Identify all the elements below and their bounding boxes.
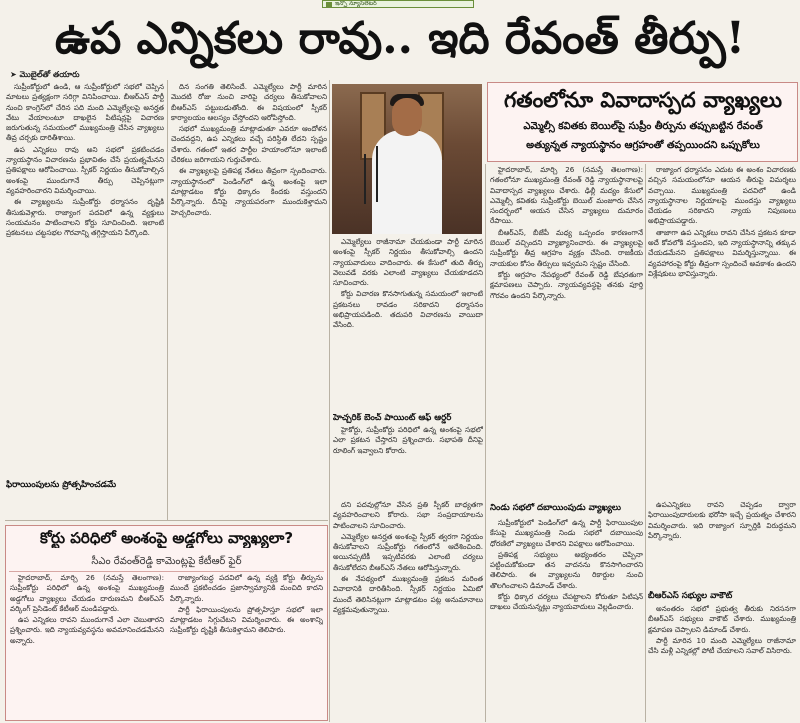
box-left-col2 bbox=[170, 573, 323, 717]
paragraph: దని పదవుల్లోనూ వేసిన ప్రతి స్పీకర్ బాధ్యతగా వ్యవహరించాలని కోరారు. సభా సంప్రదాయాలను పాటించాలని సూచించారు. bbox=[333, 500, 483, 530]
story-col3 bbox=[333, 237, 483, 409]
paragraph: ఈ వ్యాఖ్యలపై ప్రతిపక్ష నేతలు తీవ్రంగా స్పందించారు. న్యాయస్థానంలో పెండింగ్‌లో ఉన్న అంశంపై ఇలా మాట్లాడటం కోర్టు ధిక్కారం కిందకు వస్తుందని పేర్కొన్నారు. దీనిపై న్యాయపరంగా ముందుకెళ్తామని హెచ్చరించారు. bbox=[171, 166, 327, 217]
column-divider bbox=[329, 80, 330, 722]
microphone-icon bbox=[376, 146, 378, 202]
bottom-col2 bbox=[490, 518, 643, 720]
paragraph: ఉపఎన్నికలు రావని చెప్పడం ద్వారా ఫిరాయింపుదారులకు భరోసా ఇచ్చే ప్రయత్నం చేశారని విమర్శించారు. ఇది రాజ్యాంగ స్ఫూర్తికి విరుద్ధమని పేర్కొన్నారు. bbox=[648, 500, 796, 540]
bottom-col3 bbox=[648, 500, 796, 588]
right-story-col1 bbox=[490, 165, 643, 495]
paragraph: కోర్టు ధిక్కార చర్యలు చేపట్టాలని కోరుతూ పిటిషన్ దాఖలు చేయనున్నట్లు న్యాయవాదులు వెల్లడించారు. bbox=[490, 592, 643, 612]
column-divider bbox=[645, 164, 646, 722]
paragraph: కోర్టు ఆగ్రహం నేపథ్యంలో రేవంత్ రెడ్డి బేషరతుగా క్షమాపణలు చెప్పారు. న్యాయవ్యవస్థపై తనకు పూర్తి గౌరవం ఉందని పేర్కొన్నారు. bbox=[490, 269, 643, 300]
paragraph: కోర్టు విచారణ కొనసాగుతున్న సమయంలో ఇలాంటి ప్రకటనలు రావడం సరికాదని ధర్మాసనం అభిప్రాయపడింది. తదుపరి విచారణను వాయిదా వేసింది. bbox=[333, 289, 483, 330]
paragraph: పార్టీ మారిన 10 మంది ఎమ్మెల్యేలు రాజీనామా చేసి మళ్లీ ఎన్నికల్లో పోటీ చేయాలని సవాల్ విసిరారు. bbox=[648, 635, 796, 656]
paragraph: ఎమ్మెల్యేలు రాజీనామా చేయకుండా పార్టీ మారిన అంశంపై స్పీకర్ నిర్ణయం తీసుకోవాల్సి ఉందని న్యాయవాదులు వాదించారు. ఈ కేసులో తుది తీర్పు వెలువడే వరకు ఎలాంటి వ్యాఖ్యలు చేయకూడదని సూచించారు. bbox=[333, 237, 483, 288]
paragraph: సుప్రీంకోర్టులో పెండింగ్‌లో ఉన్న పార్టీ ఫిరాయింపుల కేసుపై ముఖ్యమంత్రి నిండు సభలో దబాయింపు ధోరణిలో వ్యాఖ్యలు చేశారని విపక్షాలు ఆరోపించాయి. bbox=[490, 518, 643, 548]
paragraph: ఉప ఎన్నికలు రావని ముందుగానే ఎలా చెబుతారని ప్రశ్నించారు. ఇది న్యాయవ్యవస్థను అవమానించడమేనని అన్నారు. bbox=[10, 615, 164, 645]
paragraph: సుప్రీంకోర్టులో ఉండి, ఆ సుప్రీంకోర్టులో సభలో చెప్పిన మాటలు ప్రత్యక్షంగా సరిగ్గా వినిపించాయి. బీఆర్ఎస్ పార్టీ నుంచి కాంగ్రెస్‌లో చేరిన పది మంది ఎమ్మెల్యేలపై అనర్హత వేటు వేయాలంటూ దాఖలైన పిటిషన్లపై విచారణ జరుగుతున్న సమయంలో ముఖ్యమంత్రి చేసిన వ్యాఖ్యలు తీవ్ర చర్చకు దారితీశాయి. bbox=[6, 82, 164, 143]
main-story-col1 bbox=[6, 82, 164, 492]
speaker-figure bbox=[372, 130, 442, 234]
logo-icon bbox=[326, 2, 332, 7]
sidebar-box-subtitle: అత్యున్నత న్యాయస్థానం ఆగ్రహంతో తప్పయిందని ఒప్పుకోలు bbox=[526, 140, 760, 151]
sidebar-box-subtitle: ఎమ్మెల్సీ కవితకు బెయిల్‌పై సుప్రీం తీర్పును తప్పుబట్టిన రేవంత్ bbox=[523, 121, 763, 132]
bottom-col4 bbox=[648, 604, 796, 720]
microphone-icon bbox=[364, 154, 366, 204]
box-left-subtitle: సీఎం రేవంత్‌రెడ్డి కామెంట్లపై కేటీఆర్ ఫైర్ bbox=[9, 555, 324, 572]
paragraph: అనంతరం సభలో ప్రభుత్వ తీరుకు నిరసనగా బీఆర్ఎస్ సభ్యులు వాకౌట్ చేశారు. ముఖ్యమంత్రి క్షమాపణ చెప్పాలని డిమాండ్ చేశారు. bbox=[648, 604, 796, 634]
kicker: ➤ మొబైల్‌తో తయారు bbox=[10, 70, 80, 79]
subhead-walkout: బీఆర్ఎస్ సభ్యుల వాకౌట్ bbox=[648, 591, 733, 601]
subhead-left: ఫిరాయింపులను ప్రోత్సహించడమే bbox=[6, 480, 117, 490]
right-story-col2 bbox=[648, 165, 796, 495]
news-photo bbox=[332, 84, 482, 234]
paragraph: ఉప ఎన్నికలు రావు అని సభలో ప్రకటించడం న్యాయస్థానం విచారణను ప్రభావితం చేసే ప్రయత్నమేనని ప్రతిపక్షాలు ఆరోపించాయి. స్పీకర్ నిర్ణయం తీసుకోవాల్సిన అంశంపై ముందుగానే తీర్పు చెప్పినట్లుగా వ్యవహరించారని విమర్శించాయి. bbox=[6, 144, 164, 195]
subhead-mid: హెచ్చరిక్ బెంచ్ పాయింట్ ఆఫ్ ఆర్డర్ bbox=[333, 413, 452, 423]
sidebar-box-title: గతంలోనూ వివాదాస్పద వ్యాఖ్యలు bbox=[503, 87, 783, 112]
masthead-badge-text: ఇన్ఫో న్యూస్‌లెటర్ bbox=[335, 0, 377, 7]
column-divider bbox=[485, 164, 486, 722]
paragraph: ఎమ్మెల్యేల అనర్హత అంశంపై స్పీకర్ త్వరగా నిర్ణయం తీసుకోవాలని సుప్రీంకోర్టు గతంలోనే ఆదేశించింది. అయినప్పటికీ ఇప్పటివరకు ఎలాంటి చర్యలు తీసుకోలేదని బీఆర్ఎస్ నేతలు ఆరోపిస్తున్నారు. bbox=[333, 531, 483, 572]
main-story-col2 bbox=[171, 82, 327, 492]
paragraph: హైదరాబాద్, మార్చి 26 (నమస్తే తెలంగాణ): సుప్రీంకోర్టు పరిధిలో ఉన్న అంశంపై ముఖ్యమంత్రి అడ్డగోలు వ్యాఖ్యలు చేయడం దారుణమని బీఆర్ఎస్ వర్కింగ్ ప్రెసిడెంట్ కేటీఆర్ మండిపడ్డారు. bbox=[10, 573, 164, 613]
paragraph: సభలో ముఖ్యమంత్రి మాట్లాడుతూ ఎవరూ ఆందోళన చెందవద్దని, ఉప ఎన్నికలు వచ్చే పరిస్థితి లేదని స్పష్టం చేశారు. గతంలో ఇతర పార్టీల హయాంలోనూ ఇలాంటి చేరికలు జరిగాయని గుర్తుచేశారు. bbox=[171, 124, 327, 165]
paragraph: రాజ్యాంగ ధర్మాసనం ఎదుట ఈ అంశం విచారణకు వచ్చిన సమయంలోనూ ఆయన తీరుపై విమర్శలు వచ్చాయి. ముఖ్యమంత్రి పదవిలో ఉండి న్యాయస్థానాల నిర్ణయాలపై ముందస్తు వ్యాఖ్యలు చేయడం సరికాదని న్యాయ నిపుణులు అభిప్రాయపడ్డారు. bbox=[648, 165, 796, 226]
paragraph: ఈ నేపథ్యంలో ముఖ్యమంత్రి ప్రకటన మరింత వివాదానికి దారితీసింది. స్పీకర్ నిర్ణయం ఏమిటో ముందే తెలిసినట్లుగా మాట్లాడటం పట్ల అనుమానాలు వ్యక్తమవుతున్నాయి. bbox=[333, 574, 483, 614]
speaker-head bbox=[392, 98, 422, 136]
bottom-col1 bbox=[333, 500, 483, 720]
section-divider bbox=[5, 520, 328, 521]
page-headline: ఉప ఎన్నికలు రావు.. ఇది రేవంత్ తీర్పు! bbox=[54, 13, 746, 64]
box-left-title: కోర్టు పరిధిలో అంశంపై అడ్డగోలు వ్యాఖ్యలా? bbox=[39, 529, 294, 547]
paragraph: బీఆర్ఎస్, బీజేపీ మధ్య ఒప్పందం కారణంగానే బెయిల్ వచ్చిందని వ్యాఖ్యానించారు. ఈ వ్యాఖ్యలపై సుప్రీంకోర్టు తీవ్ర ఆగ్రహం వ్యక్తం చేసింది. రాజకీయ నాయకుల కోసం తీర్పులు ఇవ్వమని స్పష్టం చేసింది. bbox=[490, 227, 643, 268]
subhead-bottom: నిండు సభలో దబాయింపుడు వ్యాఖ్యలు bbox=[490, 503, 621, 513]
paragraph: రాజ్యాంగబద్ధ పదవిలో ఉన్న వ్యక్తి కోర్టు తీర్పును ముందే ప్రకటించడం ప్రజాస్వామ్యానికి మంచిది కాదని పేర్కొన్నారు. bbox=[170, 573, 323, 603]
paragraph: తాజాగా ఉప ఎన్నికలు రావని చేసిన ప్రకటన కూడా అదే కోవలోకి వస్తుందని, ఇది న్యాయస్థానాన్ని తక్కువ చేయడమేనని ప్రతిపక్షాలు విమర్శిస్తున్నాయి. ఈ వ్యవహారంపై కోర్టు తీవ్రంగా స్పందించే అవకాశం ఉందని విశ్లేషకులు భావిస్తున్నారు. bbox=[648, 227, 796, 278]
paragraph: పార్టీ ఫిరాయింపులను ప్రోత్సహిస్తూ సభలో ఇలా మాట్లాడటం సిగ్గుచేటని విమర్శించారు. ఈ అంశాన్ని సుప్రీంకోర్టు దృష్టికి తీసుకెళ్తామని తెలిపారు. bbox=[170, 604, 323, 635]
paragraph: హైకోర్టు, సుప్రీంకోర్టు పరిధిలో ఉన్న అంశంపై సభలో ఎలా ప్రకటన చేస్తారని ప్రశ్నించారు. సభాపతి దీనిపై రూలింగ్ ఇవ్వాలని కోరారు. bbox=[333, 425, 483, 455]
box-left-col1 bbox=[10, 573, 164, 717]
paragraph: ప్రతిపక్ష సభ్యులు అభ్యంతరం చెప్పినా పట్టించుకోకుండా తన వాదనను కొనసాగించారని తెలిపారు. ఈ వ్యాఖ్యలను రికార్డుల నుంచి తొలగించాలని డిమాండ్ చేశారు. bbox=[490, 549, 643, 590]
masthead-badge bbox=[322, 0, 474, 8]
paragraph: ఈ వ్యాఖ్యలను సుప్రీంకోర్టు ధర్మాసనం దృష్టికి తీసుకువెళ్లారు. రాజ్యాంగ పదవిలో ఉన్న వ్యక్తులు సంయమనం పాటించాలని కోర్టు సూచించింది. ఇలాంటి ప్రకటనలు చట్టసభల గౌరవాన్ని తగ్గిస్తాయని పేర్కొంది. bbox=[6, 197, 164, 238]
story-col3b bbox=[333, 425, 483, 497]
paragraph: హైదరాబాద్, మార్చి 26 (నమస్తే తెలంగాణ): గతంలోనూ ముఖ్యమంత్రి రేవంత్ రెడ్డి న్యాయస్థానాలపై వివాదాస్పద వ్యాఖ్యలు చేశారు. ఢిల్లీ మద్యం కేసులో ఎమ్మెల్సీ కవితకు సుప్రీంకోర్టు బెయిల్ మంజూరు చేసిన సందర్భంలో ఆయన చేసిన వ్యాఖ్యలు దుమారం రేపాయి. bbox=[490, 165, 643, 226]
column-divider bbox=[167, 80, 168, 520]
paragraph: దిన సంగతి తెలిసిందే. ఎమ్మెల్యేలు పార్టీ మారిన మొదటి రోజు నుంచి వారిపై చర్యలు తీసుకోవాలని బీఆర్ఎస్ పట్టుబడుతోంది. ఈ విషయంలో స్పీకర్ కార్యాలయం ఆలస్యం చేస్తోందని ఆరోపిస్తోంది. bbox=[171, 82, 327, 122]
